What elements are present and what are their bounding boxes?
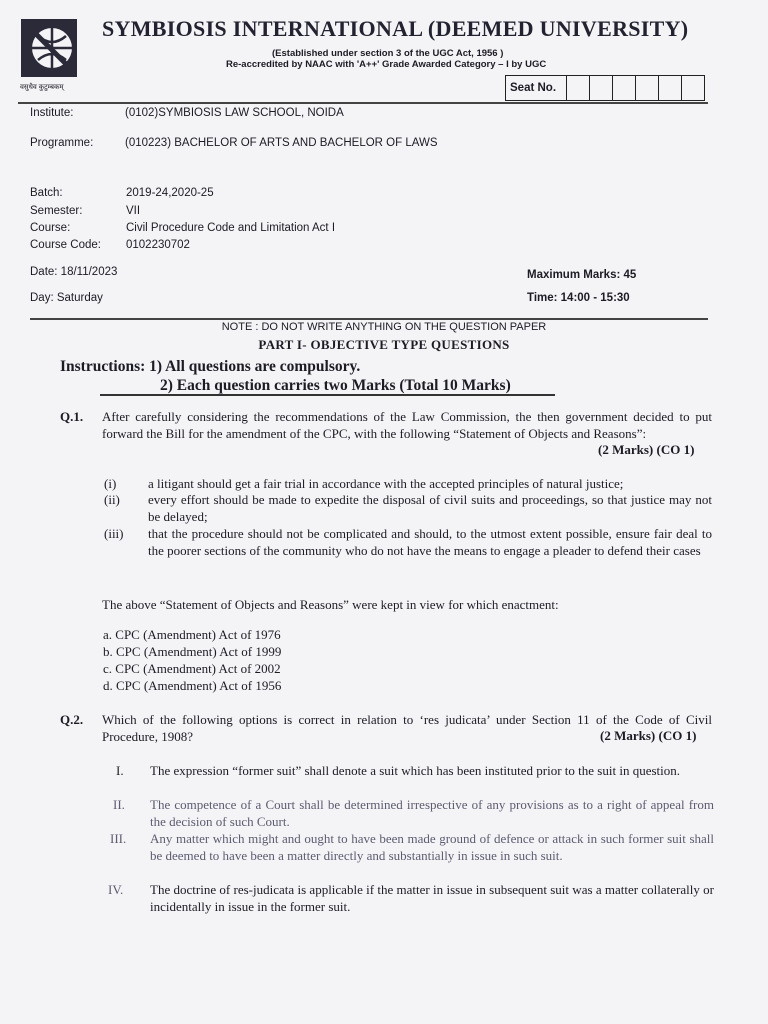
seat-label: Seat No. — [506, 76, 567, 100]
option-b: b. CPC (Amendment) Act of 1999 — [103, 644, 282, 659]
course-label: Course: — [30, 222, 71, 234]
list-item-text: Any matter which might and ought to have been made ground of defence or attack in such former suit shall be deemed to have been a matter directly and substantially in issue in such suit. — [150, 831, 714, 863]
option-a: a. CPC (Amendment) Act of 1976 — [103, 627, 281, 642]
globe-logo-icon — [20, 16, 80, 90]
question-stem: The above “Statement of Objects and Reasons” were kept in view for which enactment: — [102, 597, 559, 612]
maximum-marks: Maximum Marks: 45 — [527, 269, 637, 281]
university-logo — [20, 16, 80, 90]
seat-cell — [590, 76, 613, 100]
details-divider — [30, 318, 708, 320]
option-d: d. CPC (Amendment) Act of 1956 — [103, 678, 282, 693]
institute-value: (0102)SYMBIOSIS LAW SCHOOL, NOIDA — [125, 107, 344, 119]
part-heading: PART I- OBJECTIVE TYPE QUESTIONS — [258, 337, 510, 352]
list-item-number: (iii) — [104, 526, 124, 541]
question-text: Which of the following options is correct in relation to ‘res judicata’ under Section 11 of the Code of Civil Procedure, 1908? — [102, 712, 712, 744]
seat-cell — [636, 76, 659, 100]
accreditation-line: Re-accredited by NAAC with 'A++' Grade Awarded Category – I by UGC — [226, 59, 547, 70]
seat-cell — [682, 76, 704, 100]
list-item-text: that the procedure should not be complicated and should, to the utmost extent possible, ensure fair deal to the poorer sections of the community who do not have the means to engage a pleader to defend their cases — [148, 526, 712, 558]
list-item-number: II. — [113, 797, 125, 812]
note-line: NOTE : DO NOT WRITE ANYTHING ON THE QUESTION PAPER — [221, 321, 547, 333]
established-line: (Established under section 3 of the UGC Act, 1956 ) — [272, 48, 504, 59]
institute-label: Institute: — [30, 107, 74, 119]
programme-value: (010223) BACHELOR OF ARTS AND BACHELOR OF LAWS — [125, 137, 438, 149]
question-marks: (2 Marks) (CO 1) — [600, 728, 697, 743]
course-code-label: Course Code: — [30, 239, 101, 251]
question-text: After carefully considering the recommendations of the Law Commission, the then government decided to put forward the Bill for the amendment of the CPC, with the following “Statement of Objects and Reasons”: — [102, 409, 712, 441]
programme-label: Programme: — [30, 137, 94, 149]
batch-value: 2019-24,2020-25 — [126, 187, 214, 199]
list-item-number: (ii) — [104, 492, 120, 507]
list-item-text: The competence of a Court shall be determined irrespective of any provisions as to a right of appeal from the decision of such Court. — [150, 797, 714, 829]
list-item-text: The expression “former suit” shall denote a suit which has been instituted prior to the suit in question. — [150, 763, 680, 778]
semester-value: VII — [126, 205, 141, 217]
seat-cell — [659, 76, 682, 100]
seat-number-box — [505, 75, 705, 101]
batch-label: Batch: — [30, 187, 63, 199]
list-item-number: IV. — [108, 882, 124, 897]
exam-time: Time: 14:00 - 15:30 — [527, 292, 630, 304]
seat-cell — [567, 76, 590, 100]
list-item-number: I. — [116, 763, 124, 778]
logo-motto: वसुधैव कुटुम्बकम् — [20, 84, 64, 91]
list-item-text: every effort should be made to expedite the disposal of civil suits and proceedings, so that justice may not be delayed; — [148, 492, 712, 524]
question-number: Q.1. — [60, 409, 84, 424]
instruction-line-1: Instructions: 1) All questions are compulsory. — [60, 358, 361, 375]
header-divider — [18, 102, 708, 104]
list-item-text: a litigant should get a fair trial in accordance with the accepted principles of natural justice; — [148, 476, 624, 491]
exam-day: Day: Saturday — [30, 292, 103, 304]
list-item-text: The doctrine of res-judicata is applicable if the matter in issue in subsequent suit was a matter collaterally or incidentally in issue in the former suit. — [150, 882, 714, 914]
instruction-line-2: 2) Each question carries two Marks (Total 10 Marks) — [160, 377, 511, 394]
seat-cell — [613, 76, 636, 100]
exam-date: Date: 18/11/2023 — [30, 266, 118, 278]
course-code-value: 0102230702 — [126, 239, 190, 251]
instructions-underline — [100, 394, 555, 396]
list-item-number: III. — [110, 831, 127, 846]
question-marks: (2 Marks) (CO 1) — [598, 442, 695, 457]
list-item-number: (i) — [104, 476, 117, 491]
semester-label: Semester: — [30, 205, 83, 217]
option-c: c. CPC (Amendment) Act of 2002 — [103, 661, 281, 676]
question-number: Q.2. — [60, 712, 84, 727]
course-value: Civil Procedure Code and Limitation Act I — [126, 222, 336, 234]
university-title: SYMBIOSIS INTERNATIONAL (DEEMED UNIVERSITY) — [102, 16, 689, 41]
